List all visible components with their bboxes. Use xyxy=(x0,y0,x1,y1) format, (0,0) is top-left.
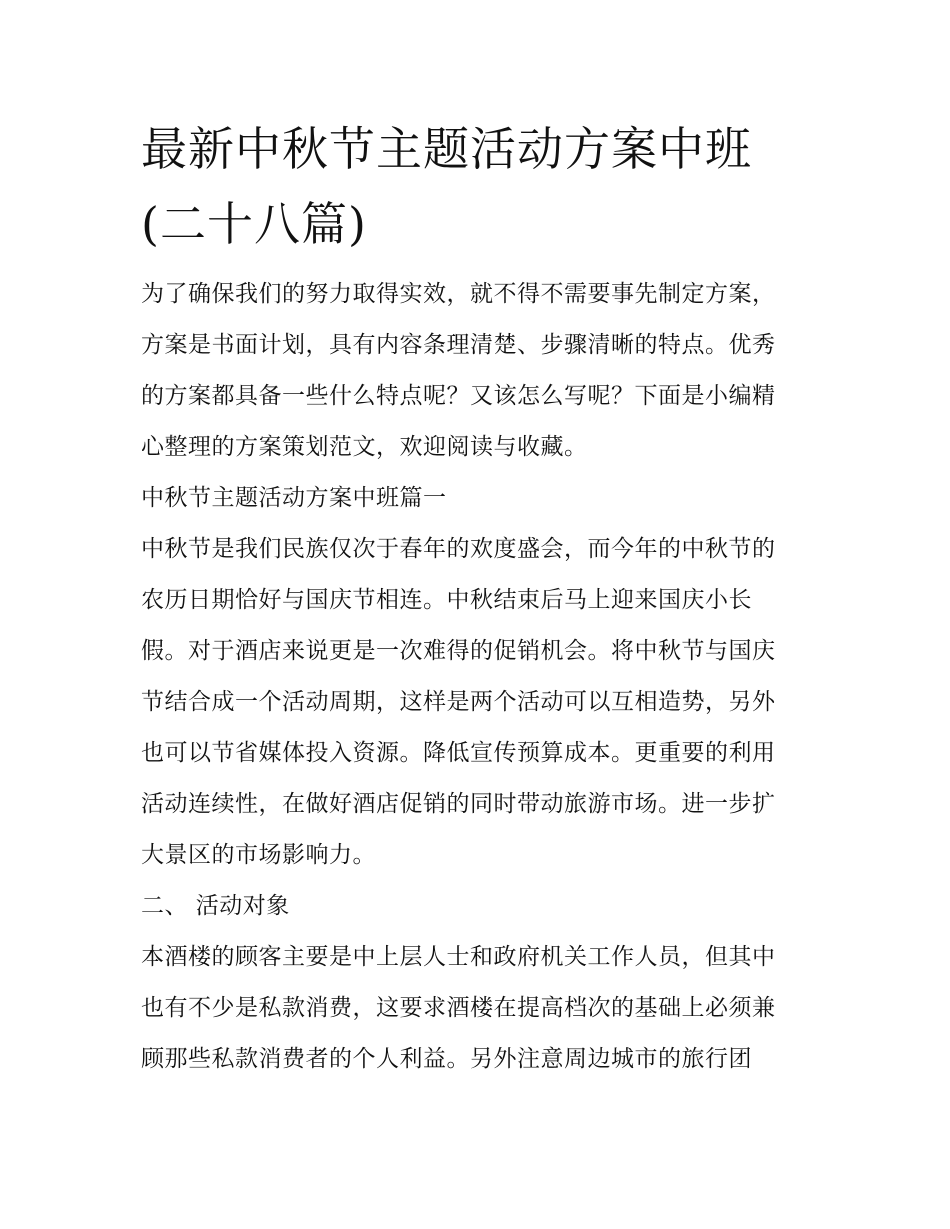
document-page xyxy=(141,112,821,1085)
body-line-4: 心整理的方案策划范文，欢迎阅读与收藏。 xyxy=(141,434,588,460)
document-title xyxy=(141,112,821,262)
body-line-11: 活动连续性，在做好酒店促销的同时带动旅游市场。进一步扩 xyxy=(141,791,776,817)
section-heading-2: 二、 活动对象 xyxy=(141,893,290,919)
body-line-3: 的方案都具备一些什么特点呢？又该怎么写呢？下面是小编精 xyxy=(141,383,776,409)
body-line-15: 也有不少是私款消费，这要求酒楼在提高档次的基础上必须兼 xyxy=(141,995,776,1021)
body-line-10: 也可以节省媒体投入资源。降低宣传预算成本。更重要的利用 xyxy=(141,740,776,766)
body-line-6: 中秋节是我们民族仅次于春年的欢度盛会，而今年的中秋节的 xyxy=(141,536,776,562)
body-line-8: 假。对于酒店来说更是一次难得的促销机会。将中秋节与国庆 xyxy=(141,638,776,664)
section-heading-1: 中秋节主题活动方案中班篇一 xyxy=(141,485,447,511)
title-line-1: 最新中秋节主题活动方案中班 xyxy=(141,122,752,176)
title-line-2: (二十八篇) xyxy=(141,197,367,251)
body-line-1: 为了确保我们的努力取得实效，就不得不需要事先制定方案， xyxy=(141,281,776,307)
body-line-7: 农历日期恰好与国庆节相连。中秋结束后马上迎来国庆小长 xyxy=(141,587,752,613)
body-line-9: 节结合成一个活动周期，这样是两个活动可以互相造势，另外 xyxy=(141,689,776,715)
body-line-2: 方案是书面计划，具有内容条理清楚、步骤清晰的特点。优秀 xyxy=(141,332,776,358)
document-body xyxy=(141,269,821,1085)
body-line-16: 顾那些私款消费者的个人利益。另外注意周边城市的旅行团 xyxy=(141,1046,752,1072)
body-line-12: 大景区的市场影响力。 xyxy=(141,842,376,868)
body-line-14: 本酒楼的顾客主要是中上层人士和政府机关工作人员，但其中 xyxy=(141,944,776,970)
